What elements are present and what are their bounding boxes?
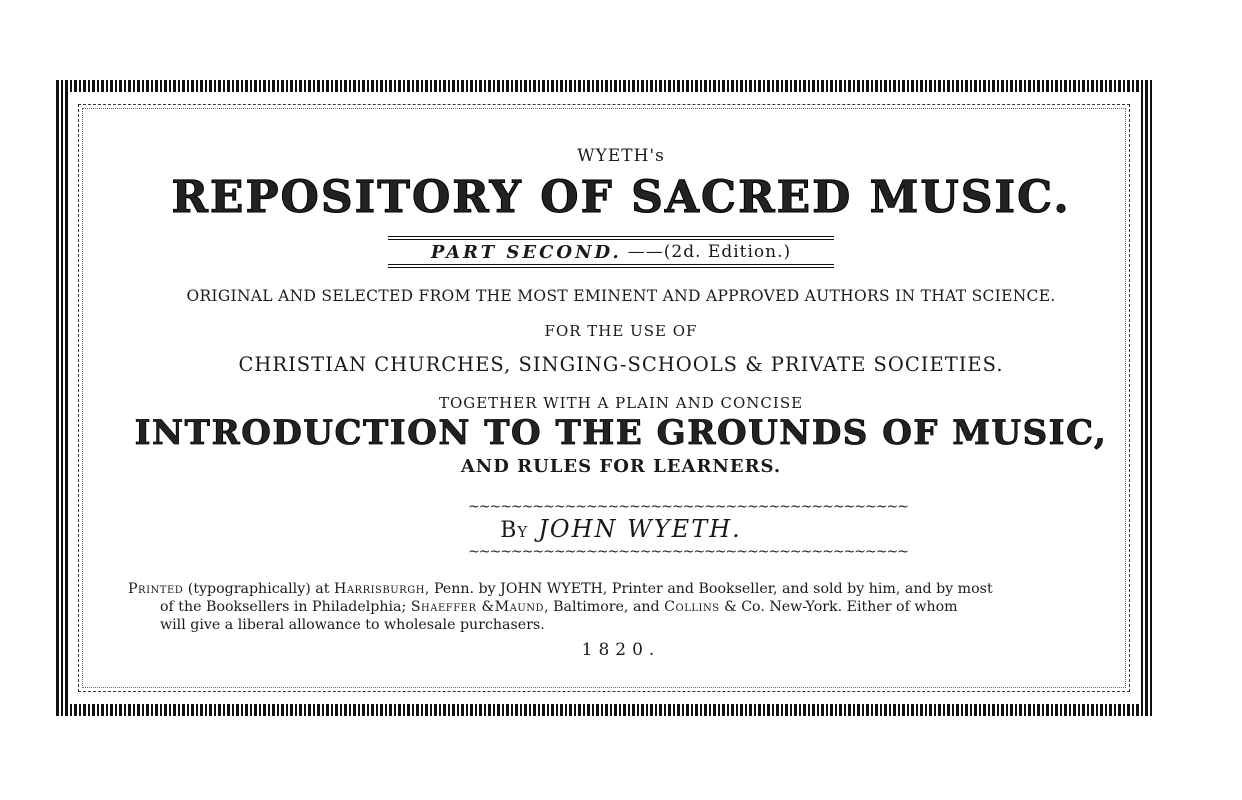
publisher-possessive: WYETH's [577,146,665,166]
imprint-text-4: , Baltimore, and [544,599,660,615]
byline [0,515,1242,543]
edition-label: ——(2d. Edition.) [627,242,792,262]
publication-year: 1820. [581,640,661,660]
imprint-collins: Collins [664,599,720,615]
wavy-rule-bottom: ~~~~~~~~~~~~~~~~~~~~~~~~~~~~~~~~~~~~~~~~~ [468,544,908,560]
subtitle-original-selected: ORIGINAL AND SELECTED FROM THE MOST EMINENT AND APPROVED AUTHORS IN THAT SCIENCE. [186,287,1056,305]
imprint-text-5: & Co. New-York. Either of whom [724,599,958,615]
imprint-text-1: (typographically) at [187,581,330,597]
imprint-text-2: , Penn. by JOHN WYETH, Printer and Bookseller, and sold by him, and by most [424,581,993,597]
wavy-rule-top: ~~~~~~~~~~~~~~~~~~~~~~~~~~~~~~~~~~~~~~~~~ [468,499,908,515]
together-line: TOGETHER WITH A PLAIN AND CONCISE [438,394,804,412]
for-use-line: FOR THE USE OF [544,322,698,340]
part-label: PART SECOND. [430,241,622,263]
imprint-text-3: of the Booksellers in Philadelphia; [160,599,407,615]
imprint-text-6: will give a liberal allowance to wholesale purchasers. [160,617,545,633]
rules-line: AND RULES FOR LEARNERS. [460,456,782,477]
audience-line: CHRISTIAN CHURCHES, SINGING-SCHOOLS & PRIVATE SOCIETIES. [238,353,1004,376]
main-title: REPOSITORY OF SACRED MUSIC. [171,172,1071,223]
imprint-shaeffer: Shaeffer &Maund [410,599,545,615]
imprint-city: Harrisburgh [333,581,425,597]
by-label: By [500,518,529,543]
part-edition-box [388,236,834,268]
author-name: JOHN WYETH. [538,515,742,543]
imprint-paragraph [128,580,1074,634]
imprint-printed: Printed [128,581,184,597]
introduction-title: INTRODUCTION TO THE GROUNDS OF MUSIC, [134,413,1108,453]
